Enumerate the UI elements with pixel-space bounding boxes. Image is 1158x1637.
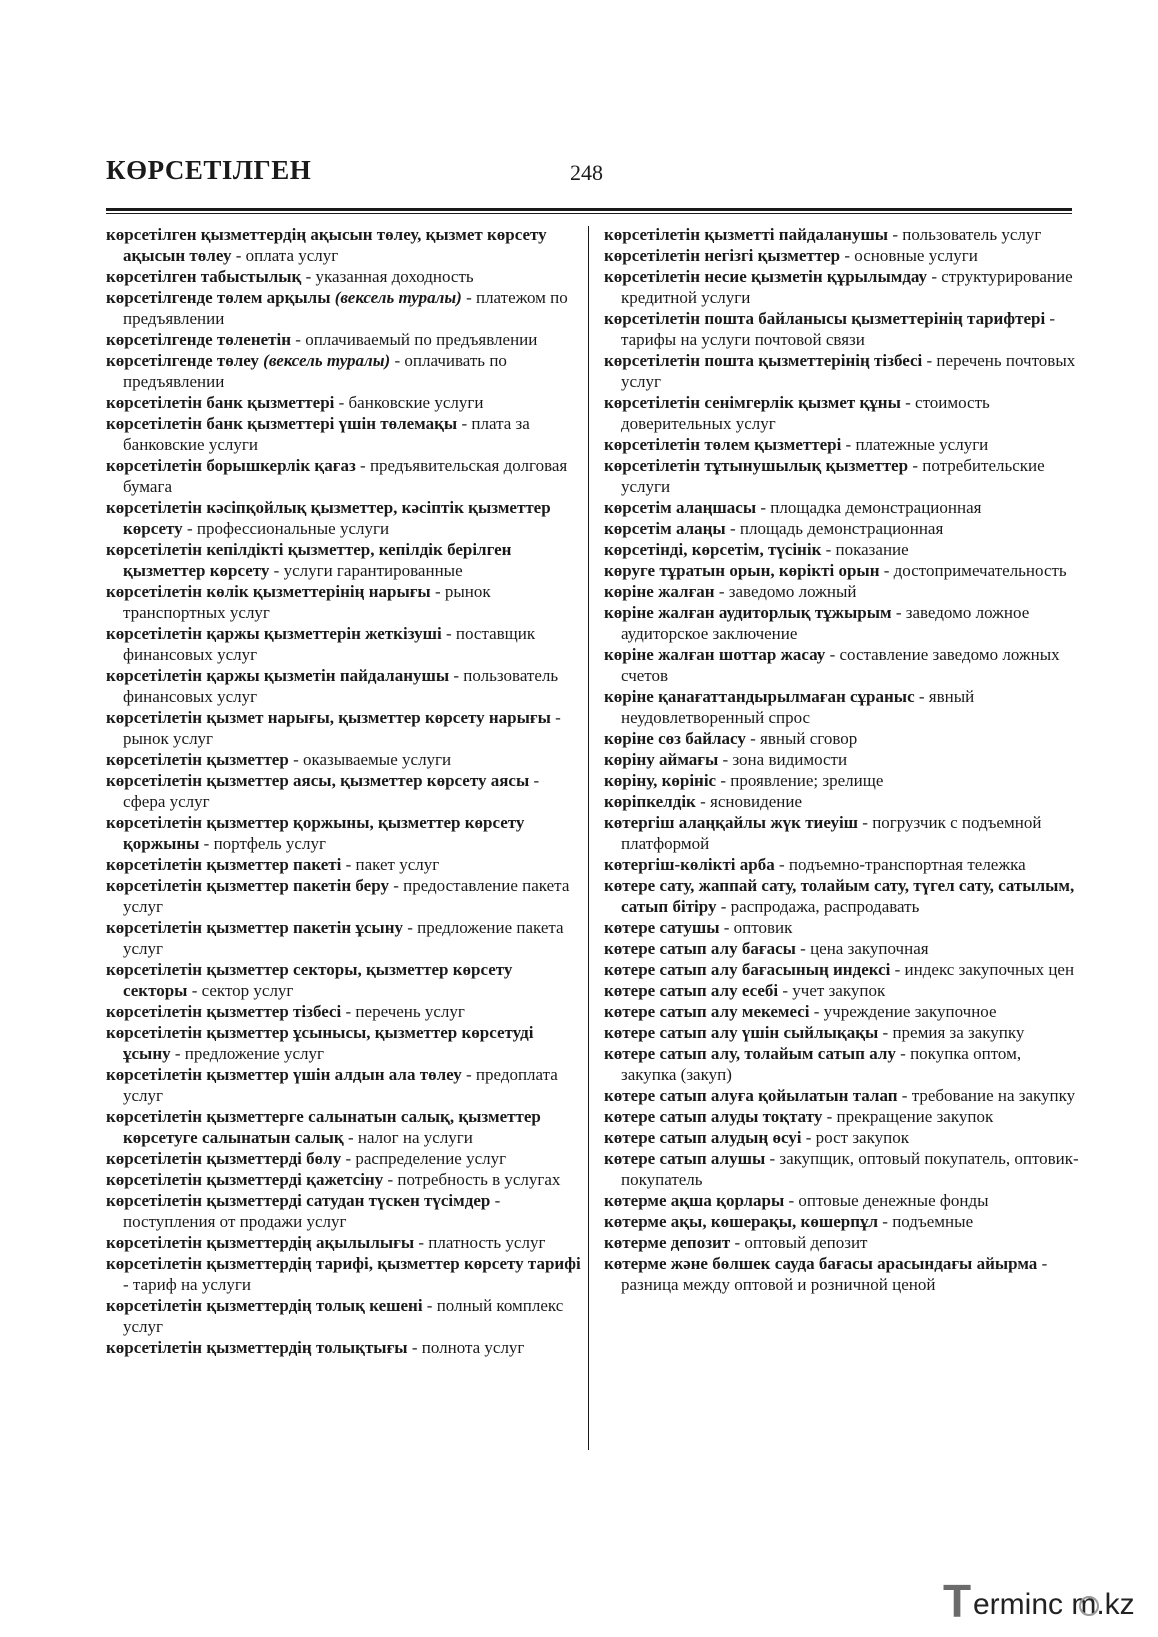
dictionary-entry [106,1022,581,1064]
entry-term: көтергіш-көлікті арба [604,855,775,874]
entry-definition: - распродажа, распродавать [716,897,920,916]
entry-definition: - заведомо ложное аудиторское заключение [621,603,1030,643]
entry-definition: - явный неудовлетворенный спрос [621,687,975,727]
dictionary-entry [604,875,1079,917]
dictionary-entry [604,602,1079,644]
dictionary-entry [604,938,1079,959]
entry-term: көрсетілетін қызметтерге салынатын салық, қызметтер көрсетуге салынатын салық [106,1107,541,1147]
dictionary-entry [604,791,1079,812]
entry-term: көтере сатып алу есебі [604,981,779,1000]
entry-term: көтере сатып алу, толайым сатып алу [604,1044,896,1063]
termincom-logo [943,1575,1143,1627]
entry-definition: - тарифы на услуги почтовой связи [621,309,1056,349]
entry-definition: - перечень услуг [341,1002,465,1021]
entry-definition: - стоимость доверительных услуг [621,393,990,433]
entry-term: көрсетілгенде төлем арқылы [106,288,331,307]
entry-definition: - предъявительская долговая бумага [123,456,568,496]
entry-definition: - подъемные [878,1212,974,1231]
dictionary-entry [604,560,1079,581]
dictionary-entry [604,1148,1079,1190]
entry-term: көрсетілетін қызметтер тізбесі [106,1002,342,1021]
entry-term: көрсетілетін қызметтер қоржыны, қызметтер көрсету қоржыны [106,813,525,853]
dictionary-entry [604,455,1079,497]
entry-definition: - зона видимости [718,750,848,769]
entry-definition: - рост закупок [801,1128,909,1147]
entry-definition: - тариф на услуги [123,1275,251,1294]
dictionary-entry [604,686,1079,728]
entry-definition: - налог на услуги [343,1128,473,1147]
entry-term: көрсетілетін тұтынушылық қызметтер [604,456,909,475]
dictionary-entry [106,581,581,623]
dictionary-entry [604,1232,1079,1253]
entry-definition: - плата за банковские услуги [123,414,530,454]
dictionary-entry [604,518,1079,539]
entry-term: көтерме ақы, көшерақы, көшерпұл [604,1212,879,1231]
dictionary-entry [604,1001,1079,1022]
entry-term: көрсетілген қызметтердің ақысын төлеу, қызмет көрсету ақысын төлеу [106,225,547,265]
dictionary-entry [604,1022,1079,1043]
dictionary-entry [106,812,581,854]
entry-term: көрсетілетін қызметтерді сатудан түскен түсімдер [106,1191,491,1210]
entry-definition: - распределение услуг [341,1149,507,1168]
entry-term: көрсетілетін несие қызметін құрылымдау [604,267,928,286]
dictionary-entry [106,329,581,350]
entry-term: көтере сатушы [604,918,720,937]
entry-definition: - услуги гарантированные [269,561,463,580]
entry-term: көрсетілетін қызметтер пакетін беру [106,876,389,895]
dictionary-entry [604,266,1079,308]
entry-term: көтере сатып алуға қойылатын талап [604,1086,898,1105]
dictionary-entry [604,224,1079,245]
entry-term: көрсетілетін борышкерлік қағаз [106,456,356,475]
dictionary-entry [106,854,581,875]
dictionary-entry [604,749,1079,770]
entry-term: көтере сатып алу бағасының индексі [604,960,891,979]
entry-definition: - платежные услуги [841,435,989,454]
entry-definition: - банковские услуги [334,393,484,412]
entry-term: көтере сату, жаппай сату, толайым сату, түгел сату, сатылым, сатып бітіру [604,876,1075,916]
entry-term: көрсетілгенде төлеу [106,351,259,370]
running-header-word: КӨРСЕТІЛГЕН [106,155,312,185]
entry-definition: - погрузчик с подъемной платформой [621,813,1042,853]
dictionary-entry [604,1043,1079,1085]
entry-definition: - закупщик, оптовый покупатель, оптовик-покупатель [621,1149,1079,1189]
entry-definition: - рынок транспортных услуг [123,582,491,622]
entry-term: көрсетілетін төлем қызметтері [604,435,842,454]
dictionary-entry [604,392,1079,434]
dictionary-entry [604,245,1079,266]
entry-term: көрсетілгенде төленетін [106,330,292,349]
entry-definition: - структурирование кредитной услуги [621,267,1073,307]
dictionary-entry [106,665,581,707]
entry-term: көрсетілетін қызметтер ұсынысы, қызметтер көрсетуді ұсыну [106,1023,534,1063]
entry-definition: - площадь демонстрационная [725,519,944,538]
entry-definition: - требование на закупку [897,1086,1076,1105]
entry-definition: - оптовые денежные фонды [784,1191,989,1210]
entry-term: көтере сатып алу үшін сыйлықақы [604,1023,879,1042]
entry-term: көрсетілетін қызмет нарығы, қызметтер көрсету нарығы [106,708,551,727]
entry-term: көруге тұратын орын, көрікті орын [604,561,880,580]
entry-term: көтере сатып алу бағасы [604,939,796,958]
dictionary-entry [106,1001,581,1022]
entry-definition: - платежом по предъявлении [123,288,568,328]
entry-term: көрсетілетін қызметтер аясы, қызметтер көрсету аясы [106,771,530,790]
entry-term: көрсетілетін қызметтердің тарифі, қызметтер көрсету тарифі [106,1254,581,1273]
dictionary-entry [604,917,1079,938]
entry-definition: - полнота услуг [407,1338,525,1357]
entry-term: көтере сатып алу мекемесі [604,1002,810,1021]
dictionary-entry [604,308,1079,350]
entry-definition: - потребительские услуги [621,456,1045,496]
entry-term: көтере сатып алудың өсуі [604,1128,802,1147]
entry-term: көрсетілетін банк қызметтері [106,393,335,412]
entry-term: көріну, көрініс [604,771,717,790]
entry-term: көтергіш алаңқайлы жүк тиеуіш [604,813,859,832]
entry-term: көтере сатып алушы [604,1149,766,1168]
entry-definition: - заведомо ложный [714,582,857,601]
entry-definition: - ясновидение [695,792,803,811]
entry-term: көтерме ақша қорлары [604,1191,785,1210]
dictionary-entry [604,812,1079,854]
page-number: 248 [570,160,603,185]
entry-definition: - покупка оптом, закупка (закуп) [621,1044,1022,1084]
dictionary-entry [106,350,581,392]
entry-definition: - пользователь услуг [888,225,1042,244]
entry-definition: - оплачивать по предъявлении [123,351,507,391]
entry-definition: - полный комплекс услуг [123,1296,564,1336]
entry-term: көрсетілетін қызметтер [106,750,289,769]
entry-definition: - предоставление пакета услуг [123,876,570,916]
entry-term: көрсетілетін қызметті пайдаланушы [604,225,889,244]
entry-term: көріне қанағаттандырылмаған сұраныс [604,687,915,706]
dictionary-entry [106,623,581,665]
right-column [604,224,1079,1295]
dictionary-entry [604,1127,1079,1148]
dictionary-entry [604,854,1079,875]
entry-definition: - поступления от продажи услуг [123,1191,501,1231]
dictionary-entry [106,539,581,581]
entry-definition: - оптовый депозит [730,1233,868,1252]
entry-term: көрсетім алаңы [604,519,726,538]
entry-usage-note: (вексель туралы) [263,351,391,370]
entry-definition: - указанная доходность [301,267,474,286]
entry-definition: - цена закупочная [795,939,929,958]
entry-usage-note: (вексель туралы) [334,288,462,307]
entry-term: көрсетілетін қаржы қызметін пайдаланушы [106,666,450,685]
entry-definition: - учреждение закупочное [809,1002,997,1021]
entry-term: көрсетілетін көлік қызметтерінің нарығы [106,582,431,601]
dictionary-entry [604,1190,1079,1211]
dictionary-entry [604,581,1079,602]
entry-term: көріне сөз байласу [604,729,746,748]
entry-definition: - прекращение закупок [822,1107,994,1126]
header-rule-thick [106,208,1072,211]
dictionary-entry [604,959,1079,980]
entry-definition: - составление заведомо ложных счетов [621,645,1060,685]
entry-term: көтерме депозит [604,1233,731,1252]
logo-letter-t: T [943,1575,972,1627]
left-column [106,224,581,1358]
entry-term: көтере сатып алуды тоқтату [604,1107,823,1126]
entry-definition: - пользователь финансовых услуг [123,666,559,706]
entry-definition: - перечень почтовых услуг [621,351,1076,391]
entry-definition: - премия за закупку [878,1023,1025,1042]
dictionary-entry [106,917,581,959]
entry-definition: - основные услуги [840,246,978,265]
entry-definition: - потребность в услугах [383,1170,561,1189]
dictionary-entry [106,1148,581,1169]
dictionary-entry [604,434,1079,455]
entry-term: көріне жалған шоттар жасау [604,645,826,664]
dictionary-entry [106,875,581,917]
entry-term: көрсетілетін қызметтерді қажетсіну [106,1170,384,1189]
entry-definition: - пакет услуг [341,855,440,874]
entry-definition: - проявление; зрелище [716,771,884,790]
entry-term: көрсетілетін қызметтердің ақылылығы [106,1233,415,1252]
dictionary-entry [106,1232,581,1253]
entry-term: көтерме және бөлшек сауда бағасы арасындағы айырма [604,1254,1038,1273]
entry-term: көріне жалған аудиторлық тұжырым [604,603,892,622]
dictionary-entry [106,287,581,329]
entry-term: көрсетілетін қызметтерді бөлу [106,1149,342,1168]
dictionary-entry [604,770,1079,791]
entry-definition: - профессиональные услуги [182,519,390,538]
dictionary-entry [604,1253,1079,1295]
dictionary-entry [106,1064,581,1106]
dictionary-entry [604,539,1079,560]
entry-term: көрсетілетін пошта қызметтерінің тізбесі [604,351,923,370]
entry-term: көрсетілетін қызметтер пакетін ұсыну [106,918,404,937]
dictionary-entry [604,1085,1079,1106]
entry-definition: - сектор услуг [187,981,294,1000]
entry-term: көрсетілетін қызметтер пакеті [106,855,342,874]
dictionary-entry [604,1106,1079,1127]
entry-term: көрсетінді, көрсетім, түсінік [604,540,822,559]
dictionary-entry [106,455,581,497]
dictionary-entry [106,770,581,812]
logo-text: erminc m.kz [973,1588,1135,1621]
dictionary-entry [604,728,1079,749]
entry-term: көрсетілетін кәсіпқойлық қызметтер, кәсіптік қызметтер көрсету [106,498,551,538]
entry-definition: - площадка демонстрационная [756,498,982,517]
entry-term: көрсетім алаңшасы [604,498,757,517]
dictionary-entry [604,980,1079,1001]
dictionary-entry [604,350,1079,392]
dictionary-entry [106,1190,581,1232]
dictionary-entry [604,644,1079,686]
entry-definition: - разница между оптовой и розничной ценой [621,1254,1048,1294]
entry-definition: - явный сговор [745,729,858,748]
dictionary-entry [106,413,581,455]
dictionary-entry [106,959,581,1001]
entry-term: көрсетілетін банк қызметтері үшін төлемақы [106,414,458,433]
entry-definition: - предложение пакета услуг [123,918,564,958]
entry-term: көрсетілетін қызметтер үшін алдын ала төлеу [106,1065,462,1084]
entry-definition: - поставщик финансовых услуг [123,624,536,664]
entry-term: көріне жалған [604,582,715,601]
dictionary-entry [106,1295,581,1337]
dictionary-entry [106,1253,581,1295]
entry-definition: - оплачиваемый по предъявлении [291,330,538,349]
entry-term: көрсетілетін сенімгерлік қызмет құны [604,393,901,412]
entry-definition: - сфера услуг [123,771,540,811]
entry-term: көрсетілетін қызметтердің толықтығы [106,1338,408,1357]
dictionary-entry [604,1211,1079,1232]
entry-term: көріпкелдік [604,792,696,811]
entry-definition: - предложение услуг [170,1044,324,1063]
logo-ring-icon [1079,1596,1099,1616]
dictionary-entry [106,1106,581,1148]
dictionary-entry [106,224,581,266]
entry-definition: - подъемно-транспортная тележка [774,855,1026,874]
dictionary-entry [106,266,581,287]
entry-definition: - рынок услуг [123,708,561,748]
dictionary-entry [106,497,581,539]
entry-definition: - оплата услуг [231,246,339,265]
entry-term: көрсетілетін қызметтер секторы, қызметтер көрсету секторы [106,960,513,1000]
entry-definition: - платность услуг [414,1233,546,1252]
dictionary-entry [106,1337,581,1358]
entry-definition: - показание [821,540,909,559]
dictionary-entry [106,707,581,749]
dictionary-entry [604,497,1079,518]
entry-term: көрсетілген табыстылық [106,267,302,286]
entry-definition: - учет закупок [778,981,886,1000]
entry-definition: - портфель услуг [199,834,326,853]
entry-term: көрсетілетін кепілдікті қызметтер, кепілдік берілген қызметтер көрсету [106,540,512,580]
dictionary-entry [106,1169,581,1190]
dictionary-entry [106,749,581,770]
entry-term: көріну аймағы [604,750,719,769]
entry-definition: - оказываемые услуги [288,750,452,769]
entry-term: көрсетілетін қаржы қызметтерін жеткізуші [106,624,442,643]
entry-definition: - достопримечательность [879,561,1067,580]
entry-definition: - индекс закупочных цен [890,960,1075,979]
entry-term: көрсетілетін пошта байланысы қызметтерінің тарифтері [604,309,1046,328]
column-divider [588,226,589,1450]
entry-term: көрсетілетін қызметтердің толық кешені [106,1296,423,1315]
entry-definition: - оптовик [719,918,793,937]
header-rule-thin [106,213,1072,214]
entry-term: көрсетілетін негізгі қызметтер [604,246,841,265]
dictionary-entry [106,392,581,413]
entry-definition: - предоплата услуг [123,1065,558,1105]
